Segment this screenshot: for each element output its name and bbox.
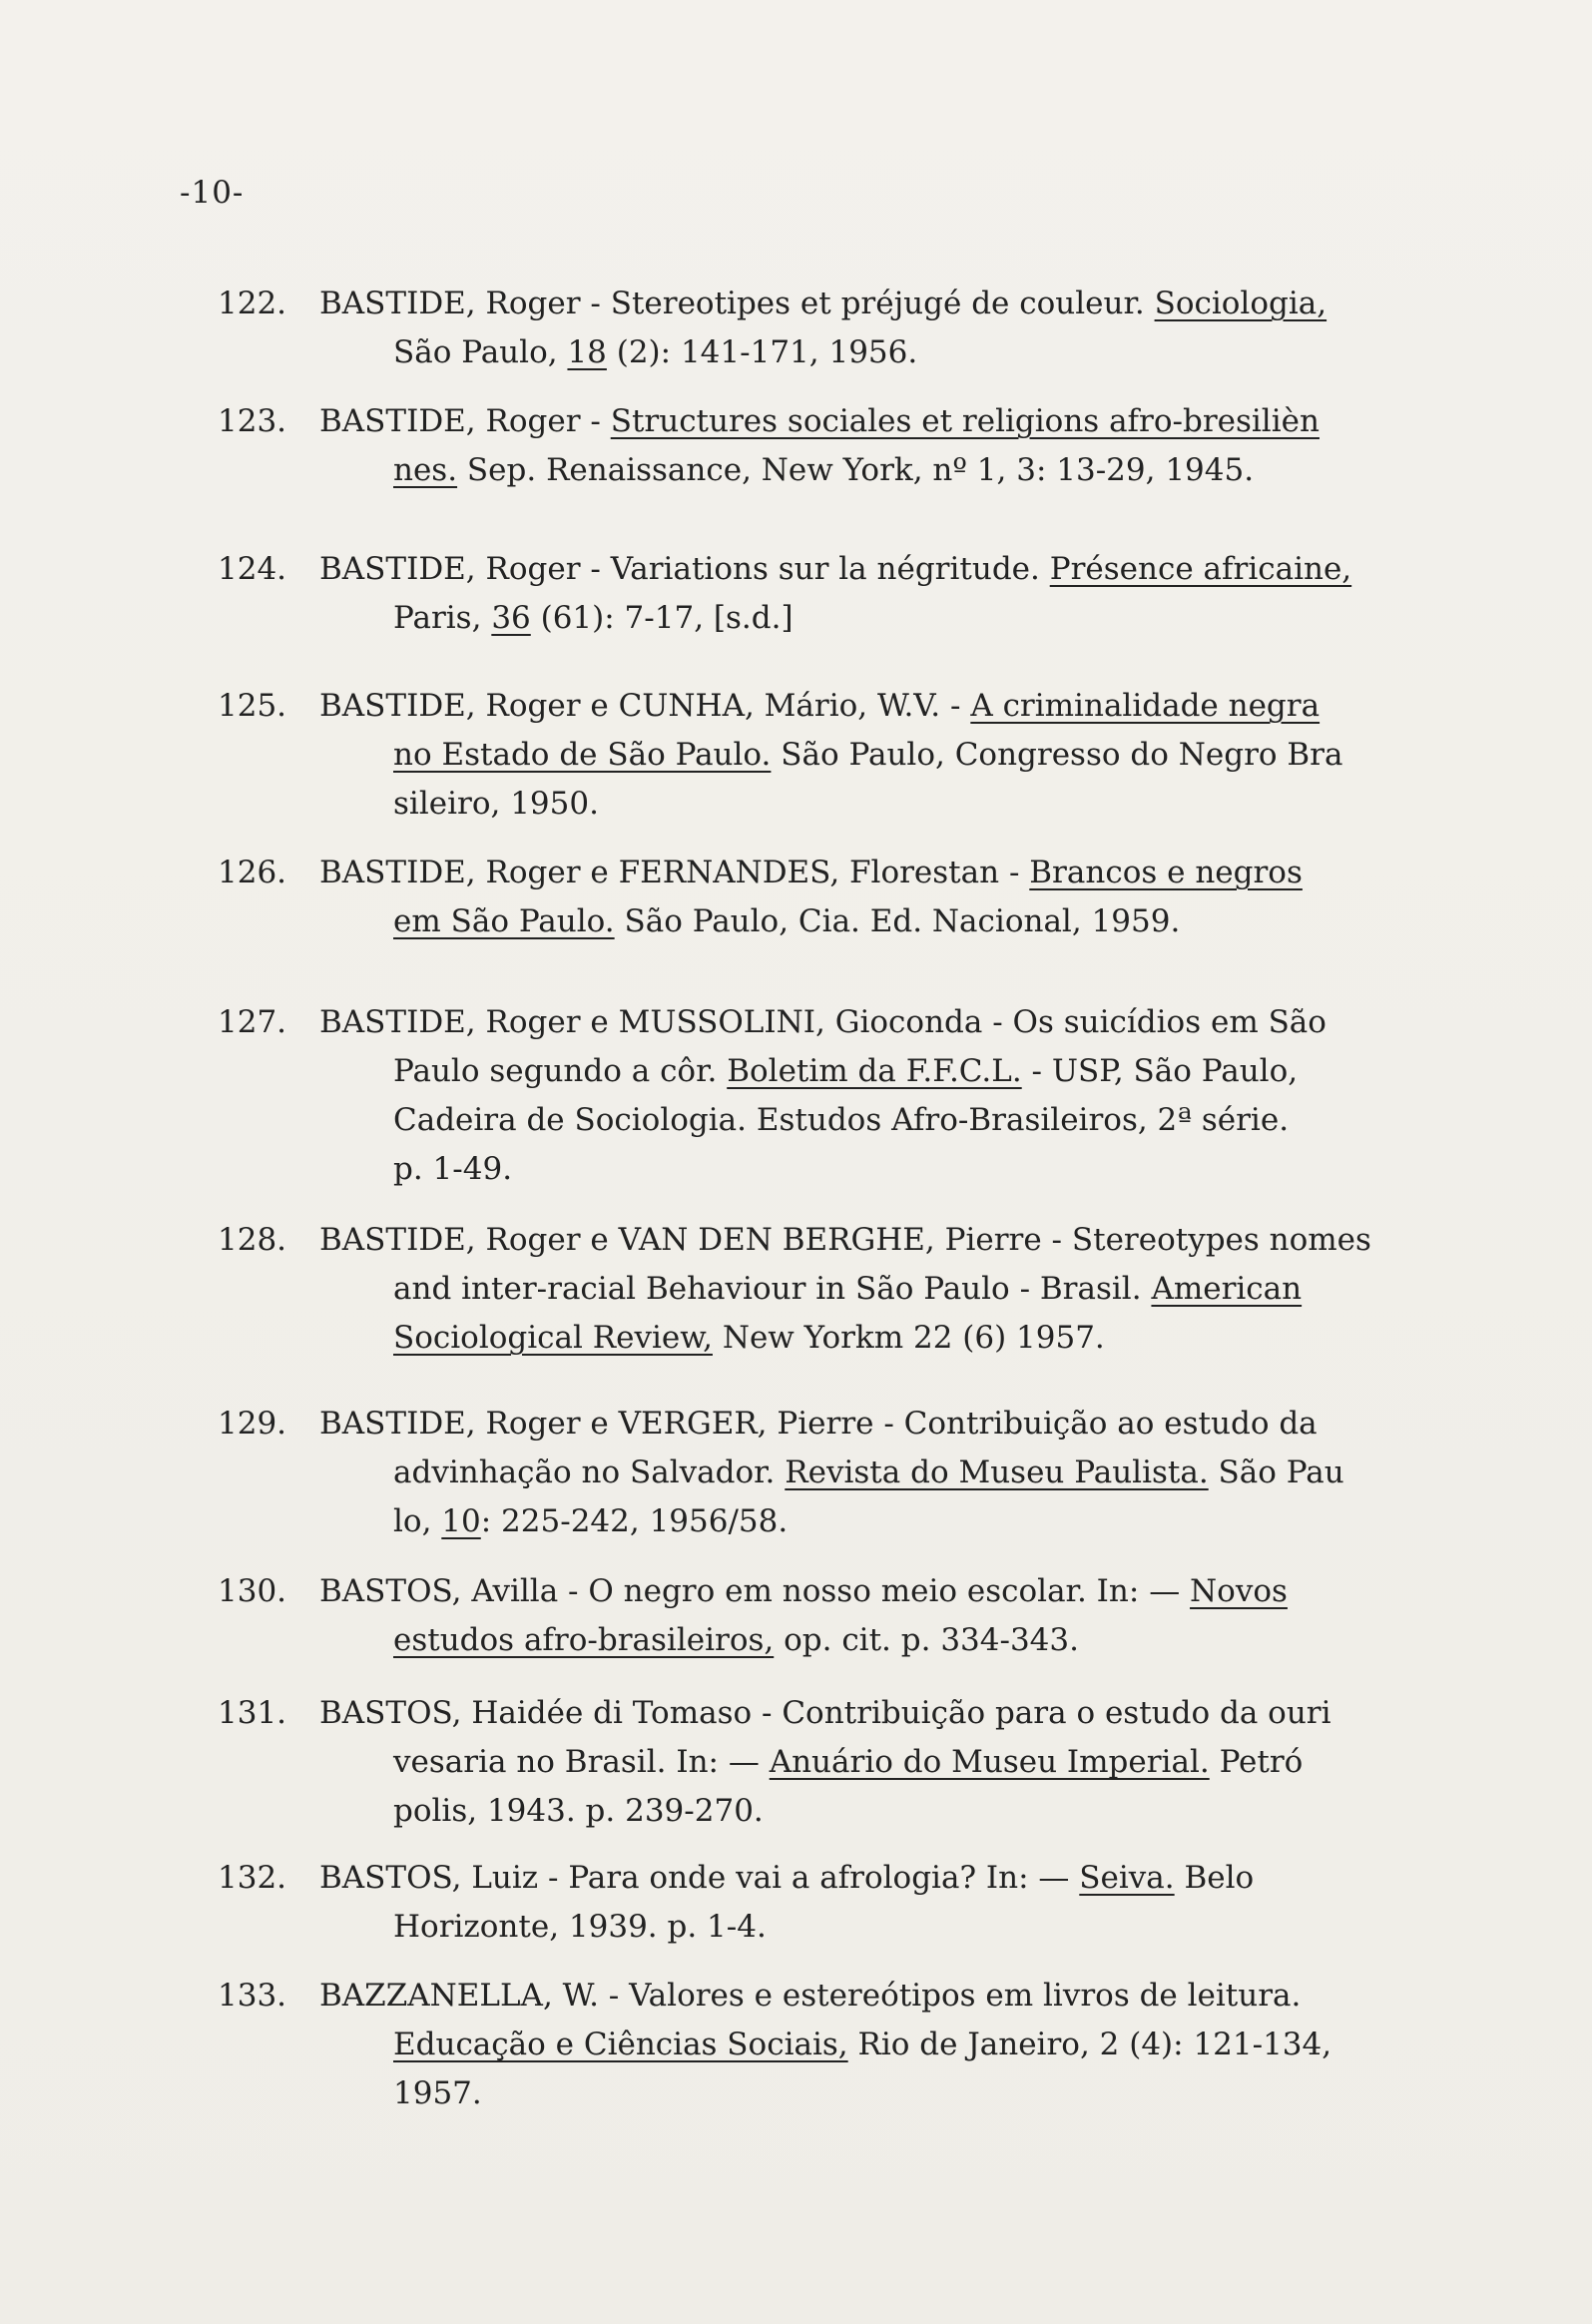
entry-text: vesaria no Brasil. In: —	[393, 1744, 770, 1780]
entry-text: Horizonte, 1939. p. 1-4.	[393, 1909, 767, 1945]
entry-text: (2): 141-171, 1956.	[606, 334, 918, 370]
entry-line	[218, 1400, 1465, 1449]
entry-title-underlined: Présence africaine,	[1049, 551, 1352, 587]
entry-title-underlined: American	[1151, 1271, 1303, 1307]
entry-title-underlined: 36	[491, 600, 531, 636]
entry-line	[218, 1216, 1465, 1265]
entry-number: 124.	[218, 551, 287, 587]
entry-title-underlined: Novos	[1190, 1573, 1288, 1609]
entry-title-underlined: A criminalidade negra	[970, 688, 1321, 724]
entry-text: and inter-racial Behaviour in São Paulo - Brasil.	[393, 1271, 1152, 1307]
entry-text: São Paulo, Cia. Ed. Nacional, 1959.	[614, 903, 1181, 939]
entry-number: 130.	[218, 1573, 287, 1609]
entry-number: 132.	[218, 1860, 287, 1896]
entry-text: Paris,	[393, 600, 492, 636]
entry-line	[218, 998, 1465, 1047]
entry-text: Sep. Renaissance, New York, nº 1, 3: 13-29, 1945.	[457, 452, 1255, 488]
entry-text: BASTIDE, Roger - Stereotipes et préjugé de couleur.	[319, 286, 1155, 321]
entry-line	[218, 1787, 1465, 1836]
entry-text: Belo	[1174, 1860, 1255, 1896]
entry-line	[218, 397, 1465, 446]
entry-text: : 225-242, 1956/58.	[480, 1503, 789, 1539]
entry-line	[218, 1903, 1465, 1952]
bibliography-entry	[218, 397, 1465, 495]
entry-text: São Pau	[1208, 1454, 1344, 1490]
entry-text: - USP, São Paulo,	[1021, 1053, 1299, 1089]
entry-title-underlined: em São Paulo.	[393, 903, 615, 939]
bibliography-entry	[218, 1216, 1465, 1363]
entry-number: 129.	[218, 1406, 287, 1442]
entry-line	[218, 594, 1465, 643]
entry-text: São Paulo, Congresso do Negro Bra	[771, 737, 1343, 773]
entry-title-underlined: Brancos e negros	[1029, 855, 1303, 890]
bibliography-entry	[218, 1689, 1465, 1836]
entry-text: BASTIDE, Roger - Variations sur la négritude.	[319, 551, 1050, 587]
bibliography-entry	[218, 849, 1465, 946]
entry-text: (61): 7-17, [s.d.]	[530, 600, 794, 636]
entry-title-underlined: Seiva.	[1079, 1860, 1175, 1896]
page-number: -10-	[180, 175, 245, 211]
entry-line	[218, 731, 1465, 780]
entry-title-underlined: Sociological Review,	[393, 1320, 713, 1356]
entry-text: lo,	[393, 1503, 442, 1539]
entry-text: 1957.	[393, 2075, 482, 2111]
bibliography-entry	[218, 1972, 1465, 2118]
entry-line	[218, 1689, 1465, 1738]
bibliography-entry	[218, 280, 1465, 377]
entry-text: polis, 1943. p. 239-270.	[393, 1793, 764, 1829]
entry-title-underlined: no Estado de São Paulo.	[393, 737, 772, 773]
entry-line	[218, 1145, 1465, 1194]
entry-text: sileiro, 1950.	[393, 786, 599, 822]
entry-line	[218, 1738, 1465, 1787]
entry-text: BASTIDE, Roger e FERNANDES, Florestan -	[319, 855, 1030, 890]
entry-number: 126.	[218, 855, 287, 890]
entry-line	[218, 780, 1465, 829]
entry-title-underlined: estudos afro-brasileiros,	[393, 1622, 775, 1658]
entry-text: advinhação no Salvador.	[393, 1454, 786, 1490]
entry-line	[218, 897, 1465, 946]
entry-title-underlined: 10	[441, 1503, 481, 1539]
bibliography-entry	[218, 1854, 1465, 1952]
entry-number: 125.	[218, 688, 287, 724]
entry-line	[218, 1567, 1465, 1616]
entry-line	[218, 1616, 1465, 1665]
entry-text: New Yorkm 22 (6) 1957.	[712, 1320, 1105, 1356]
entry-title-underlined: Structures sociales et religions afro-bresilièn	[610, 403, 1320, 439]
bibliography-entry	[218, 998, 1465, 1194]
entry-number: 128.	[218, 1222, 287, 1258]
entry-text: BASTOS, Luiz - Para onde vai a afrologia? In: —	[319, 1860, 1080, 1896]
entry-number: 122.	[218, 286, 287, 321]
entry-line	[218, 1972, 1465, 2021]
bibliography-entry	[218, 1567, 1465, 1665]
entry-number: 127.	[218, 1004, 287, 1040]
entry-title-underlined: nes.	[393, 452, 458, 488]
entry-line	[218, 280, 1465, 328]
entry-line	[218, 1449, 1465, 1497]
entry-text: Cadeira de Sociologia. Estudos Afro-Brasileiros, 2ª série.	[393, 1102, 1290, 1138]
entry-number: 123.	[218, 403, 287, 439]
entry-text: São Paulo,	[393, 334, 568, 370]
entry-line	[218, 1314, 1465, 1363]
entry-title-underlined: Revista do Museu Paulista.	[785, 1454, 1209, 1490]
bibliography-entry	[218, 682, 1465, 829]
entry-text: BASTOS, Avilla - O negro em nosso meio escolar. In: —	[319, 1573, 1191, 1609]
entry-line	[218, 682, 1465, 731]
entry-text: op. cit. p. 334-343.	[774, 1622, 1079, 1658]
entry-line	[218, 1265, 1465, 1314]
entry-line	[218, 328, 1465, 377]
entry-text: BASTIDE, Roger e VAN DEN BERGHE, Pierre - Stereotypes nomes	[319, 1222, 1371, 1258]
entry-line	[218, 2021, 1465, 2069]
bibliography-entry	[218, 545, 1465, 643]
entry-title-underlined: Boletim da F.F.C.L.	[727, 1053, 1022, 1089]
entry-text: BASTIDE, Roger e CUNHA, Mário, W.V. -	[319, 688, 971, 724]
entry-line	[218, 446, 1465, 495]
entry-text: Rio de Janeiro, 2 (4): 121-134,	[847, 2027, 1332, 2062]
entry-line	[218, 849, 1465, 897]
entry-title-underlined: Sociologia,	[1154, 286, 1327, 321]
entry-text: BAZZANELLA, W. - Valores e estereótipos em livros de leitura.	[319, 1978, 1302, 2014]
entry-number: 131.	[218, 1695, 287, 1731]
entry-line	[218, 1497, 1465, 1546]
entry-text: BASTIDE, Roger e MUSSOLINI, Gioconda - Os suicídios em São	[319, 1004, 1327, 1040]
entry-text: BASTIDE, Roger e VERGER, Pierre - Contribuição ao estudo da	[319, 1406, 1318, 1442]
entry-text: Paulo segundo a côr.	[393, 1053, 728, 1089]
entry-line	[218, 1854, 1465, 1903]
bibliography-entry	[218, 1400, 1465, 1546]
entry-title-underlined: 18	[567, 334, 607, 370]
entry-line	[218, 545, 1465, 594]
entry-text: BASTIDE, Roger -	[319, 403, 611, 439]
entry-text: Petró	[1209, 1744, 1304, 1780]
entry-title-underlined: Anuário do Museu Imperial.	[769, 1744, 1210, 1780]
entry-line	[218, 1096, 1465, 1145]
entry-line	[218, 2069, 1465, 2118]
entry-line	[218, 1047, 1465, 1096]
entry-title-underlined: Educação e Ciências Sociais,	[393, 2027, 848, 2062]
entry-text: p. 1-49.	[393, 1151, 513, 1187]
entry-number: 133.	[218, 1978, 287, 2014]
entry-text: BASTOS, Haidée di Tomaso - Contribuição para o estudo da ouri	[319, 1695, 1331, 1731]
